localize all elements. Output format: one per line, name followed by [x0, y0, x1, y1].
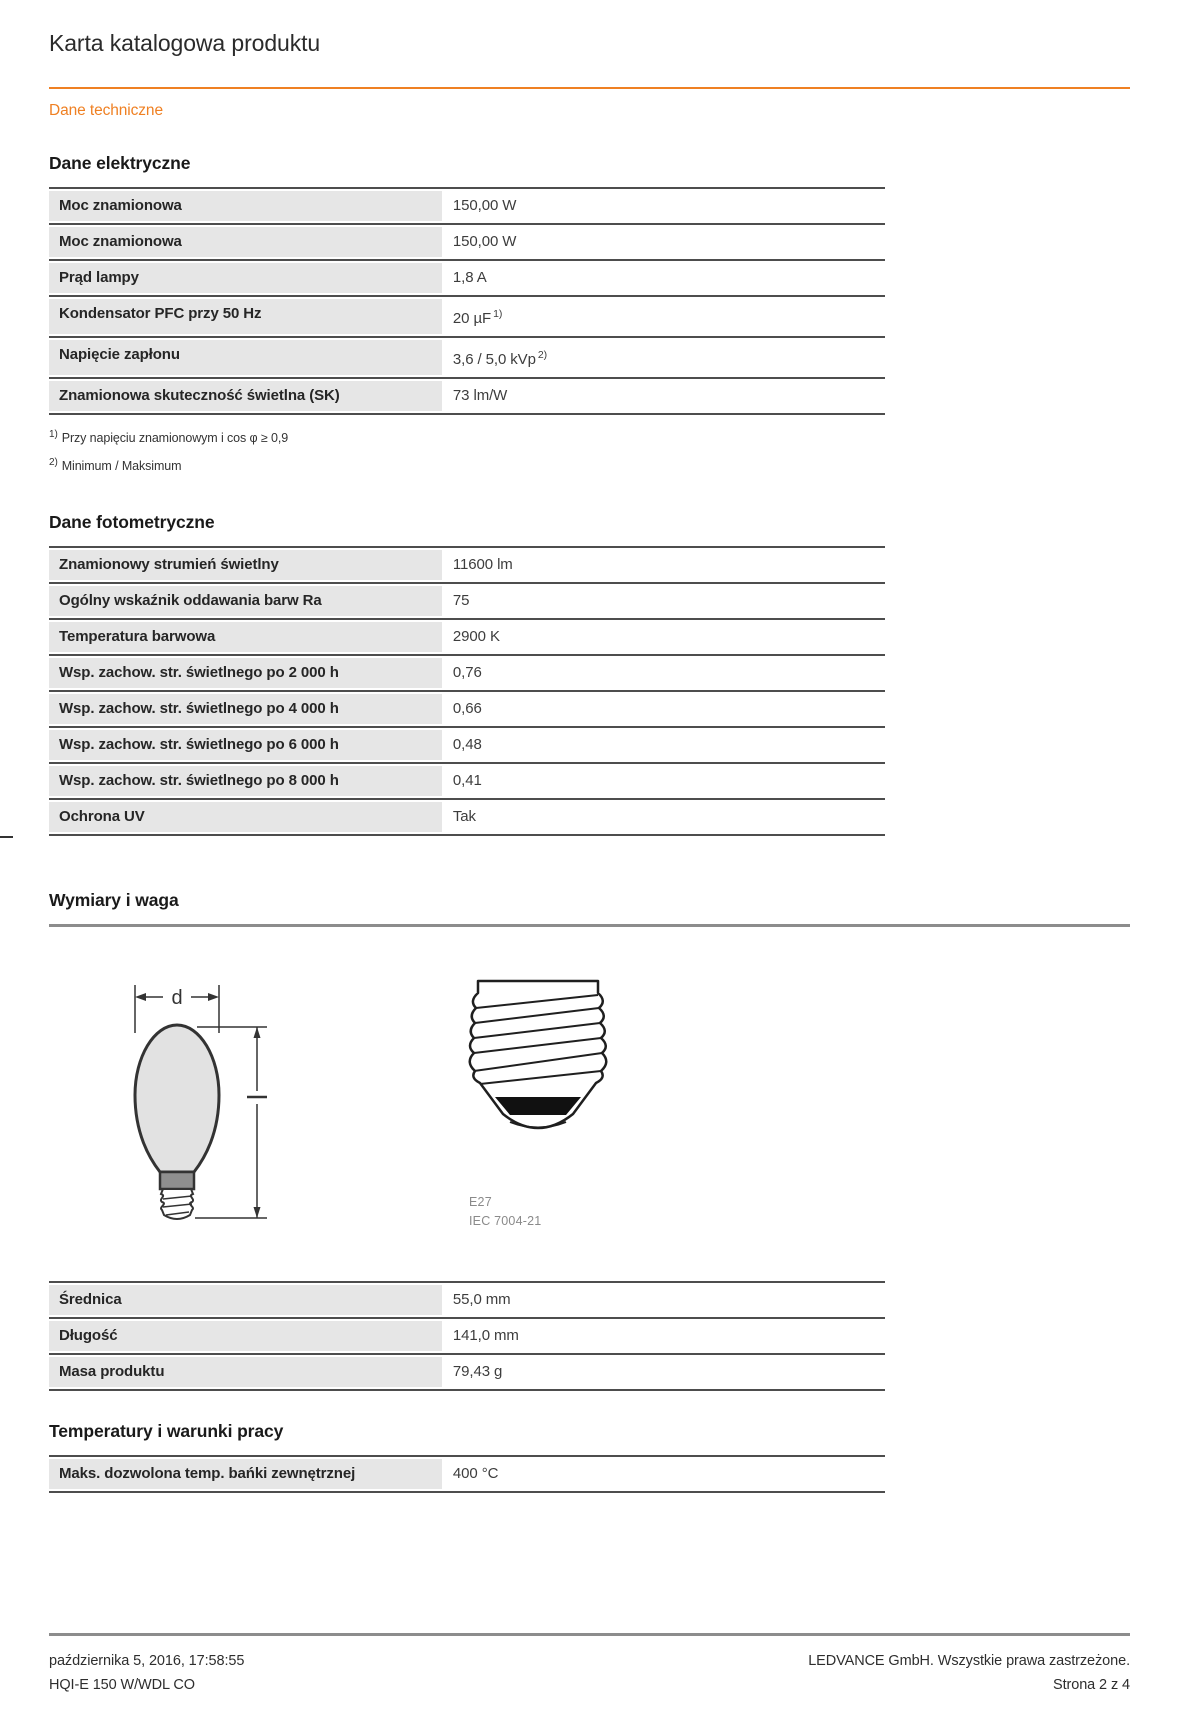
- dimension-drawings: [117, 975, 1130, 1237]
- row-value: [442, 189, 885, 223]
- row-value: [442, 764, 885, 798]
- row-label: Masa produktu: [49, 1357, 442, 1387]
- bulb-collar: [160, 1172, 194, 1189]
- row-label: Napięcie zapłonu: [49, 340, 442, 375]
- row-value: [442, 338, 885, 377]
- footnote-marker: 2): [49, 457, 58, 469]
- row-value: [442, 261, 885, 295]
- row-value-text: 0,76: [452, 664, 482, 682]
- row-value: [442, 1319, 885, 1353]
- row-label: Maks. dozwolona temp. bańki zewnętrznej: [49, 1459, 442, 1489]
- row-label: Ochrona UV: [49, 802, 442, 832]
- photometric-section-heading: Dane fotometryczne: [49, 512, 215, 533]
- row-value: [442, 548, 885, 582]
- row-value-text: 79,43 g: [452, 1363, 503, 1381]
- table-row: [49, 762, 885, 798]
- row-label: Znamionowy strumień świetlny: [49, 550, 442, 580]
- row-label: Prąd lampy: [49, 263, 442, 293]
- row-label: Znamionowa skuteczność świetlna (SK): [49, 381, 442, 411]
- row-label: Kondensator PFC przy 50 Hz: [49, 299, 442, 334]
- row-value: [442, 1283, 885, 1317]
- row-label: Ogólny wskaźnik oddawania barw Ra: [49, 586, 442, 616]
- row-value-text: 150,00 W: [452, 197, 517, 214]
- row-value: [442, 800, 885, 834]
- base-contact-band: [495, 1097, 581, 1115]
- footnote-2: [49, 455, 1130, 474]
- table-row: [49, 1353, 885, 1389]
- row-value: [442, 620, 885, 654]
- footer-right: [808, 1649, 1130, 1697]
- row-value: [442, 1355, 885, 1389]
- row-label: Wsp. zachow. str. świetlnego po 2 000 h: [49, 658, 442, 688]
- row-label: Temperatura barwowa: [49, 622, 442, 652]
- base-standard-label: IEC 7004-21: [469, 1214, 542, 1229]
- electrical-data-table: [49, 187, 885, 415]
- e27-base-drawing: [453, 975, 623, 1150]
- table-row: [49, 690, 885, 726]
- photometric-data-table: [49, 546, 885, 836]
- temperature-data-table: [49, 1455, 885, 1493]
- row-value-text: 400 °C: [452, 1465, 499, 1483]
- lamp-base-figure: [453, 975, 623, 1231]
- table-row: [49, 546, 885, 582]
- footnote-marker: 1): [493, 308, 503, 320]
- row-value-text: 55,0 mm: [452, 1291, 511, 1309]
- table-row: [49, 726, 885, 762]
- row-value-text: 11600 lm: [452, 556, 513, 574]
- lamp-outline-drawing: [117, 975, 317, 1230]
- row-value: [442, 728, 885, 762]
- table-row: [49, 798, 885, 834]
- row-label: Moc znamionowa: [49, 191, 442, 221]
- row-value: [442, 225, 885, 259]
- page-footer: [49, 1633, 1130, 1697]
- row-label: Średnica: [49, 1285, 442, 1315]
- row-value: [442, 656, 885, 690]
- table-row: [49, 618, 885, 654]
- row-value-text: 1,8 A: [452, 269, 487, 286]
- bulb-outline: [135, 1025, 219, 1172]
- dimensions-data-table: [49, 1281, 885, 1391]
- table-row: [49, 295, 885, 336]
- row-value-text: 20 µF: [452, 310, 492, 327]
- footnote-1: [49, 427, 1130, 446]
- row-label: Wsp. zachow. str. świetlnego po 8 000 h: [49, 766, 442, 796]
- footer-date: października 5, 2016, 17:58:55: [49, 1653, 245, 1669]
- temperature-section-heading: Temperatury i warunki pracy: [49, 1421, 284, 1442]
- row-value-text: 75: [452, 592, 470, 610]
- row-value: [442, 379, 885, 413]
- row-value-text: 0,48: [452, 736, 482, 754]
- table-row: [49, 259, 885, 295]
- page-margin-mark: [0, 836, 13, 838]
- row-value-text: 73 lm/W: [452, 387, 508, 404]
- table-row: [49, 1317, 885, 1353]
- table-row: [49, 336, 885, 377]
- row-value: [442, 692, 885, 726]
- row-value: [442, 584, 885, 618]
- footer-product-name: HQI-E 150 W/WDL CO: [49, 1677, 195, 1693]
- diameter-dimension-label: d: [171, 987, 183, 1010]
- footnote-marker: 2): [537, 349, 547, 361]
- document-page: [0, 30, 1179, 1493]
- footer-left: [49, 1649, 244, 1697]
- row-label: Wsp. zachow. str. świetlnego po 6 000 h: [49, 730, 442, 760]
- table-row: [49, 582, 885, 618]
- footnote-text: Przy napięciu znamionowym i cos φ ≥ 0,9: [61, 431, 289, 446]
- row-value-text: Tak: [452, 808, 476, 826]
- row-value-text: 0,41: [452, 772, 482, 790]
- electrical-section-heading: Dane elektryczne: [49, 153, 191, 173]
- row-value-text: 150,00 W: [452, 233, 517, 250]
- row-value-text: 141,0 mm: [452, 1327, 519, 1345]
- section-divider: [49, 924, 1130, 927]
- row-label: Moc znamionowa: [49, 227, 442, 257]
- row-label: Wsp. zachow. str. świetlnego po 4 000 h: [49, 694, 442, 724]
- technical-data-link[interactable]: Dane techniczne: [49, 102, 163, 119]
- base-type-label: E27: [469, 1195, 492, 1210]
- table-row: [49, 223, 885, 259]
- dimensions-section-heading: Wymiary i waga: [49, 890, 179, 911]
- footnote-marker: 1): [49, 429, 58, 440]
- footer-copyright: LEDVANCE GmbH. Wszystkie prawa zastrzeżone.: [808, 1653, 1130, 1669]
- page-title: Karta katalogowa produktu: [49, 30, 321, 56]
- row-value-text: 0,66: [452, 700, 482, 718]
- table-row: [49, 187, 885, 223]
- row-label: Długość: [49, 1321, 442, 1351]
- footnote-text: Minimum / Maksimum: [61, 459, 182, 474]
- row-value-text: 3,6 / 5,0 kVp: [452, 351, 536, 368]
- table-row: [49, 654, 885, 690]
- base-labels: [469, 1193, 623, 1231]
- table-row: [49, 1281, 885, 1317]
- footer-page-number: Strona 2 z 4: [1053, 1677, 1130, 1693]
- accent-divider: [49, 87, 1130, 89]
- row-value-text: 2900 K: [452, 628, 500, 646]
- row-value: [442, 297, 885, 336]
- table-row: [49, 377, 885, 413]
- footnotes: [49, 427, 1130, 474]
- table-row: [49, 1455, 885, 1491]
- row-value: [442, 1457, 885, 1491]
